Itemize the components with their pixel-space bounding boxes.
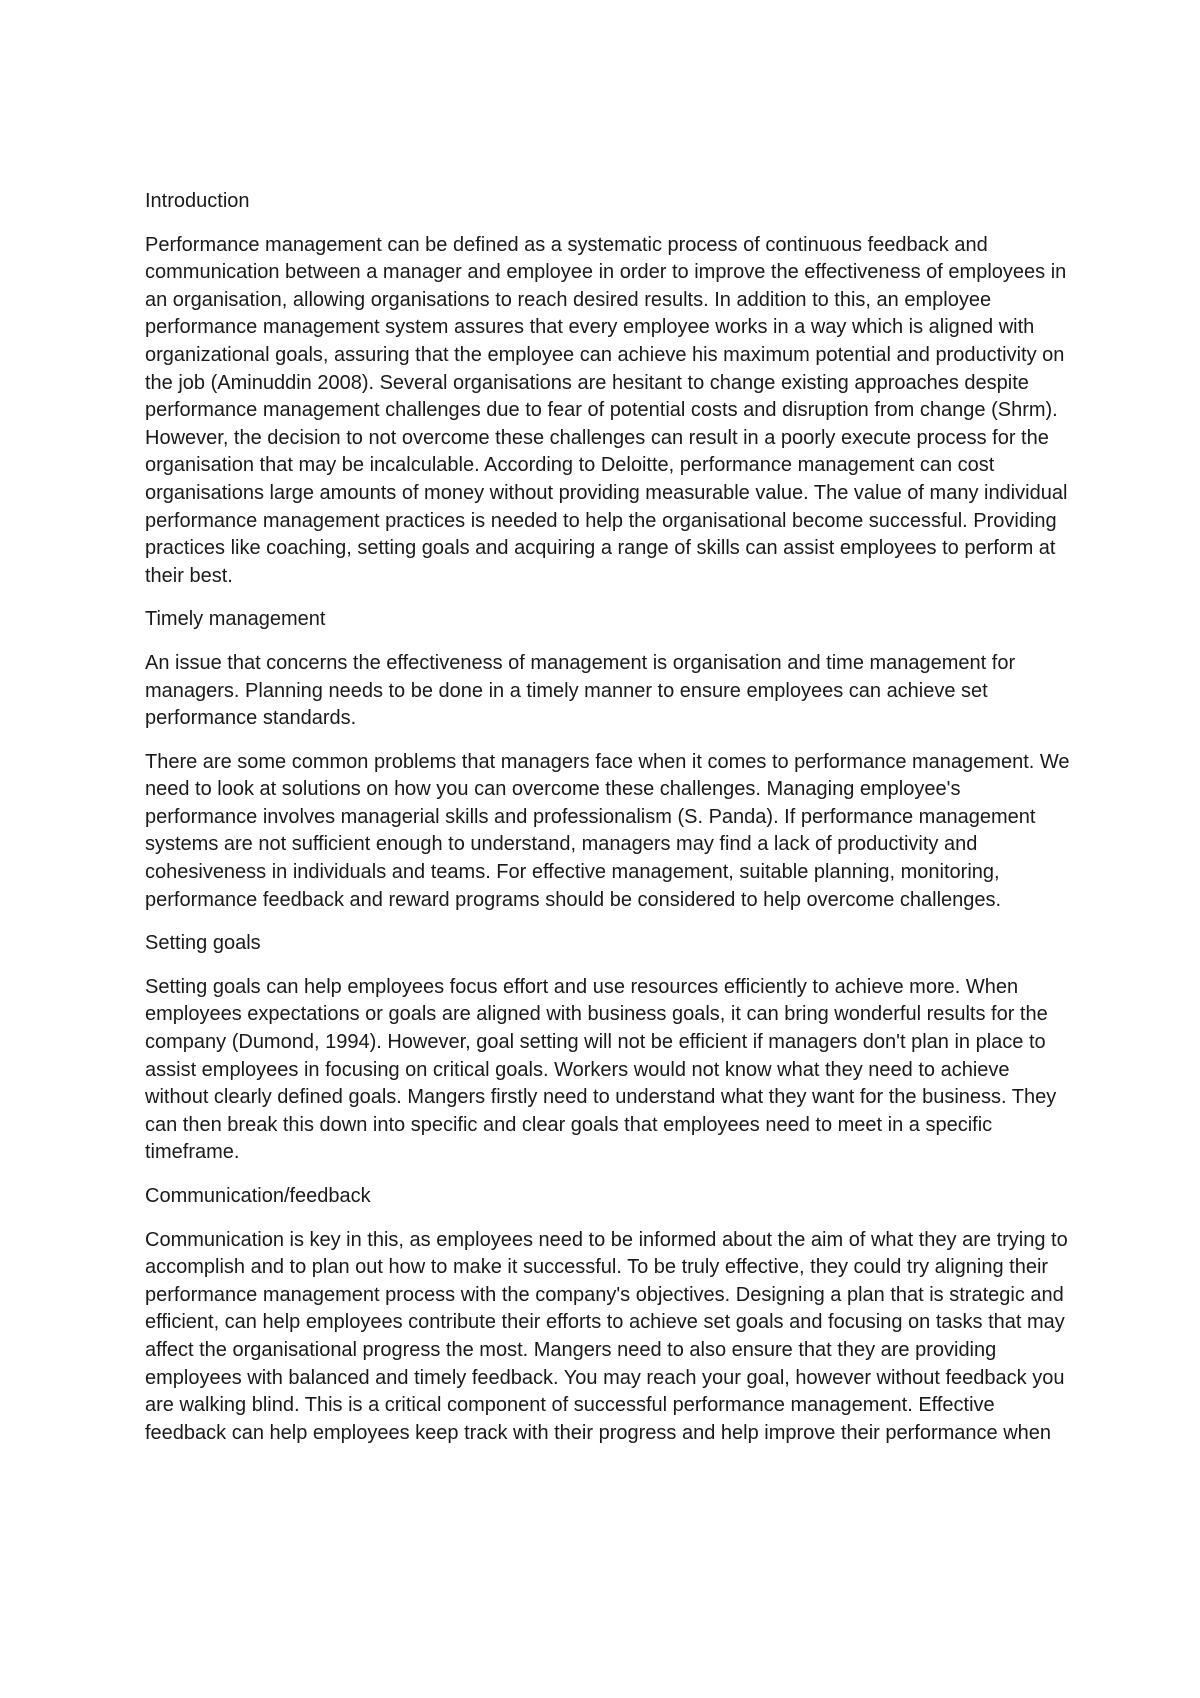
section-paragraph: Performance management can be defined as a systematic process of continuous feedback and communication between a manager and employee in order to improve the effectiveness of employees in an organisation, allowing organisations to reach desired results. In addition to this, an employee performance management system assures that every employee works in a way which is aligned with organizational goals, assuring that the employee can achieve his maximum potential and productivity on the job (Aminuddin 2008). Several organisations are hesitant to change existing approaches despite performance management challenges due to fear of potential costs and disruption from change (Shrm). However, the decision to not overcome these challenges can result in a poorly execute process for the organisation that may be incalculable. According to Deloitte, performance management can cost organisations large amounts of money without providing measurable value. The value of many individual performance management practices is needed to help the organisational become successful. Providing practices like coaching, setting goals and acquiring a range of skills can assist employees to perform at their best.	[145, 233, 1068, 587]
section-paragraph: Communication is key in this, as employees need to be informed about the aim of what they are trying to accomplish and to plan out how to make it successful. To be truly effective, they could try aligning their performance management process with the company's objectives. Designing a plan that is strategic and efficient, can help employees contribute their efforts to achieve set goals and focusing on tasks that may affect the organisational progress the most. Mangers need to also ensure that they are providing employees with balanced and timely feedback. You may reach your goal, however without feedback you are walking blind. This is a critical component of successful performance management. Effective feedback can help employees keep track with their progress and help improve their performance when	[145, 1228, 1068, 1444]
section-timely-management	[145, 606, 1075, 914]
document-page	[145, 188, 1075, 1463]
section-paragraph: An issue that concerns the effectiveness of management is organisation and time management for managers. Planning needs to be done in a timely manner to ensure employees can achieve set performance standards.	[145, 651, 1016, 730]
section-heading: Communication/feedback	[145, 1185, 371, 1207]
section-paragraph: Setting goals can help employees focus effort and use resources efficiently to achieve more. When employees expectations or goals are aligned with business goals, it can bring wonderful results for the company (Dumond, 1994). However, goal setting will not be efficient if managers don't plan in place to assist employees in focusing on critical goals. Workers would not know what they need to achieve without clearly defined goals. Mangers firstly need to understand what they want for the business. They can then break this down into specific and clear goals that employees need to meet in a specific timeframe.	[145, 975, 1057, 1164]
section-communication-feedback	[145, 1183, 1075, 1447]
section-setting-goals	[145, 930, 1075, 1167]
section-heading: Setting goals	[145, 932, 261, 955]
section-paragraph: There are some common problems that managers face when it comes to performance management. We need to look at solutions on how you can overcome these challenges. Managing employee's performance involves managerial skills and professionalism (S. Panda). If performance management systems are not sufficient enough to understand, managers may find a lack of productivity and cohesiveness in individuals and teams. For effective management, suitable planning, monitoring, performance feedback and reward programs should be considered to help overcome challenges.	[145, 750, 1070, 911]
section-introduction	[145, 188, 1075, 590]
section-heading: Timely management	[145, 608, 326, 631]
section-heading: Introduction	[145, 190, 250, 212]
